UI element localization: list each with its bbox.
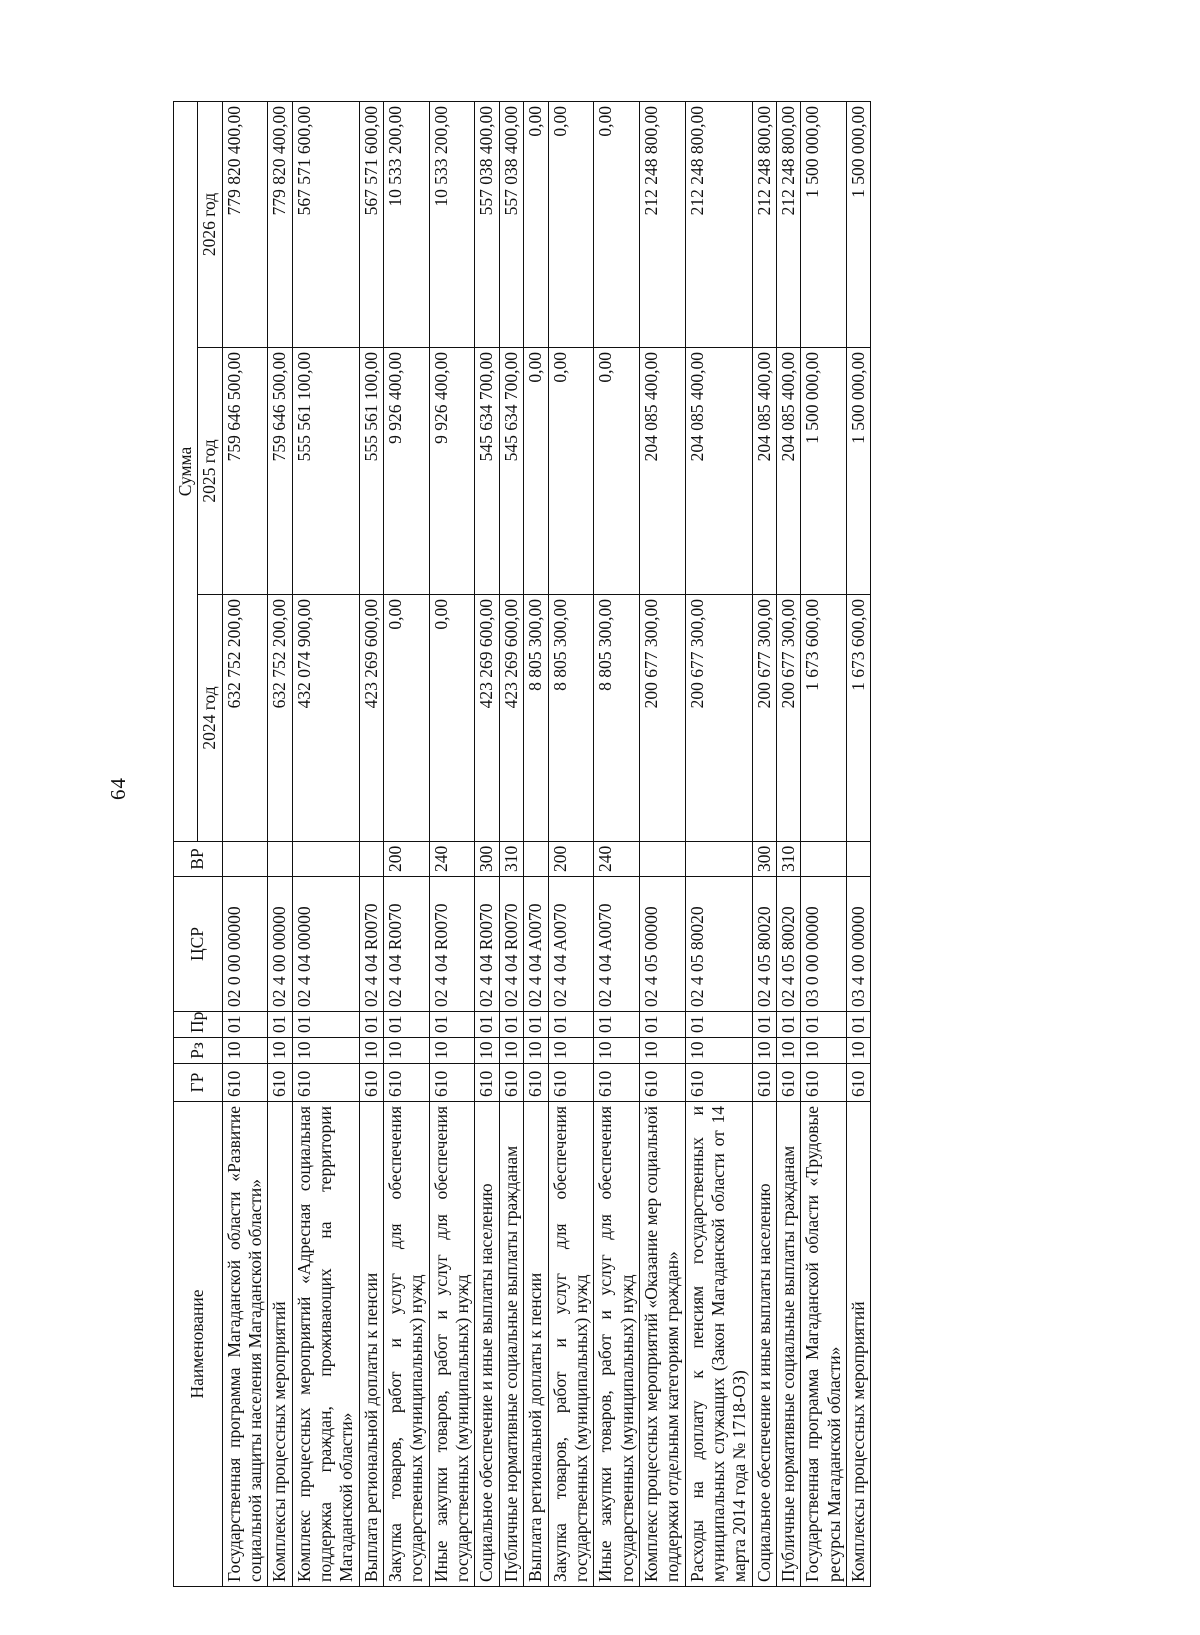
cell-gr: 610 [384, 1064, 430, 1102]
cell-csr: 02 4 05 80020 [776, 877, 800, 1012]
cell-2025: 1 500 000,00 [846, 348, 870, 595]
cell-2026: 0,00 [548, 101, 594, 347]
cell-2026: 779 820 400,00 [222, 101, 268, 347]
cell-pr: 01 [801, 1012, 847, 1038]
cell-csr: 02 0 00 00000 [222, 877, 268, 1012]
cell-2026: 212 248 800,00 [639, 101, 685, 347]
cell-gr: 610 [752, 1064, 776, 1102]
cell-gr: 610 [548, 1064, 594, 1102]
cell-csr: 02 4 04 R0070 [499, 877, 523, 1012]
cell-pr: 01 [475, 1012, 499, 1038]
cell-2026: 0,00 [594, 101, 640, 347]
table-row [292, 101, 359, 1586]
cell-gr: 610 [359, 1064, 383, 1102]
table-body [222, 101, 871, 1586]
table-row [475, 101, 499, 1586]
cell-gr: 610 [685, 1064, 752, 1102]
table-row [268, 101, 292, 1586]
cell-csr: 02 4 05 80020 [685, 877, 752, 1012]
cell-rz: 10 [499, 1038, 523, 1064]
cell-2026: 10 533 200,00 [384, 101, 430, 347]
table-row [639, 101, 685, 1586]
cell-2024: 423 269 600,00 [499, 595, 523, 842]
cell-rz: 10 [801, 1038, 847, 1064]
cell-2025: 555 561 100,00 [292, 348, 359, 595]
table-row [499, 101, 523, 1586]
cell-gr: 610 [268, 1064, 292, 1102]
cell-2026: 557 038 400,00 [499, 101, 523, 347]
cell-2025: 9 926 400,00 [429, 348, 475, 595]
cell-2025: 204 085 400,00 [752, 348, 776, 595]
cell-pr: 01 [222, 1012, 268, 1038]
cell-name: Расходы на доплату к пенсиям государственных и муниципальных служащих (Закон Магаданской области от 14 марта 2014 года № 1718-ОЗ) [685, 1102, 752, 1587]
cell-gr: 610 [594, 1064, 640, 1102]
cell-gr: 610 [222, 1064, 268, 1102]
cell-csr: 02 4 05 80020 [752, 877, 776, 1012]
cell-gr: 610 [499, 1064, 523, 1102]
cell-name: Иные закупки товаров, работ и услуг для обеспечения государственных (муниципальных) нужд [429, 1102, 475, 1587]
header-sum: Сумма [174, 101, 198, 841]
table-row [594, 101, 640, 1586]
cell-2025: 0,00 [594, 348, 640, 595]
cell-rz: 10 [776, 1038, 800, 1064]
cell-vr: 200 [548, 842, 594, 877]
cell-2025: 9 926 400,00 [384, 348, 430, 595]
table-row [685, 101, 752, 1586]
table-row [524, 101, 548, 1586]
cell-name: Социальное обеспечение и иные выплаты населению [752, 1102, 776, 1587]
cell-vr [801, 842, 847, 877]
cell-gr: 610 [639, 1064, 685, 1102]
cell-rz: 10 [752, 1038, 776, 1064]
cell-2026: 1 500 000,00 [801, 101, 847, 347]
header-vr: ВР [174, 842, 223, 877]
cell-2026: 212 248 800,00 [776, 101, 800, 347]
cell-2025: 0,00 [548, 348, 594, 595]
cell-name: Государственная программа Магаданской области «Трудовые ресурсы Магаданской области» [801, 1102, 847, 1587]
cell-2024: 1 673 600,00 [801, 595, 847, 842]
cell-csr: 02 4 04 R0070 [384, 877, 430, 1012]
cell-vr: 200 [384, 842, 430, 877]
cell-rz: 10 [846, 1038, 870, 1064]
cell-name: Социальное обеспечение и иные выплаты населению [475, 1102, 499, 1587]
table-row [222, 101, 268, 1586]
cell-rz: 10 [222, 1038, 268, 1064]
cell-vr: 310 [499, 842, 523, 877]
cell-2025: 1 500 000,00 [801, 348, 847, 595]
cell-pr: 01 [499, 1012, 523, 1038]
cell-gr: 610 [801, 1064, 847, 1102]
cell-2024: 423 269 600,00 [359, 595, 383, 842]
page-number: 64 [106, 777, 130, 800]
cell-pr: 01 [685, 1012, 752, 1038]
cell-2024: 200 677 300,00 [685, 595, 752, 842]
cell-vr [268, 842, 292, 877]
cell-rz: 10 [594, 1038, 640, 1064]
cell-2024: 632 752 200,00 [222, 595, 268, 842]
cell-rz: 10 [685, 1038, 752, 1064]
cell-2024: 423 269 600,00 [475, 595, 499, 842]
cell-pr: 01 [384, 1012, 430, 1038]
cell-gr: 610 [429, 1064, 475, 1102]
table-row [776, 101, 800, 1586]
cell-pr: 01 [524, 1012, 548, 1038]
cell-gr: 610 [524, 1064, 548, 1102]
cell-name: Комплексы процессных мероприятий [268, 1102, 292, 1587]
cell-vr: 300 [752, 842, 776, 877]
cell-2026: 212 248 800,00 [685, 101, 752, 347]
cell-rz: 10 [268, 1038, 292, 1064]
header-name: Наименование [174, 1102, 223, 1587]
cell-name: Закупка товаров, работ и услуг для обеспечения государственных (муниципальных) нужд [384, 1102, 430, 1587]
cell-2025: 545 634 700,00 [475, 348, 499, 595]
cell-rz: 10 [384, 1038, 430, 1064]
cell-rz: 10 [359, 1038, 383, 1064]
table-row [801, 101, 847, 1586]
cell-gr: 610 [292, 1064, 359, 1102]
table-row [846, 101, 870, 1586]
header-pr: Пр [174, 1012, 223, 1038]
cell-rz: 10 [475, 1038, 499, 1064]
cell-pr: 01 [292, 1012, 359, 1038]
cell-2025: 204 085 400,00 [685, 348, 752, 595]
cell-name: Выплата региональной доплаты к пенсии [359, 1102, 383, 1587]
cell-2024: 632 752 200,00 [268, 595, 292, 842]
cell-csr: 02 4 04 A0070 [594, 877, 640, 1012]
cell-csr: 02 4 04 R0070 [429, 877, 475, 1012]
header-2024: 2024 год [198, 595, 222, 842]
cell-2024: 432 074 900,00 [292, 595, 359, 842]
cell-2025: 0,00 [524, 348, 548, 595]
cell-vr: 300 [475, 842, 499, 877]
cell-name: Иные закупки товаров, работ и услуг для обеспечения государственных (муниципальных) нужд [594, 1102, 640, 1587]
cell-csr: 02 4 00 00000 [268, 877, 292, 1012]
cell-pr: 01 [548, 1012, 594, 1038]
cell-2024: 200 677 300,00 [752, 595, 776, 842]
cell-vr [292, 842, 359, 877]
cell-2026: 1 500 000,00 [846, 101, 870, 347]
header-2025: 2025 год [198, 348, 222, 595]
header-row-1 [174, 101, 198, 1586]
cell-csr: 02 4 04 R0070 [359, 877, 383, 1012]
header-rz: Рз [174, 1038, 223, 1064]
cell-csr: 02 4 04 A0070 [524, 877, 548, 1012]
cell-2024: 200 677 300,00 [639, 595, 685, 842]
cell-2024: 200 677 300,00 [776, 595, 800, 842]
cell-csr: 02 4 05 00000 [639, 877, 685, 1012]
cell-name: Комплекс процессных мероприятий «Адресная социальная поддержка граждан, проживающих на территории Магаданской области» [292, 1102, 359, 1587]
cell-csr: 02 4 04 00000 [292, 877, 359, 1012]
cell-gr: 610 [776, 1064, 800, 1102]
cell-name: Выплата региональной доплаты к пенсии [524, 1102, 548, 1587]
cell-2026: 567 571 600,00 [359, 101, 383, 347]
cell-2025: 759 646 500,00 [222, 348, 268, 595]
cell-pr: 01 [268, 1012, 292, 1038]
cell-rz: 10 [524, 1038, 548, 1064]
cell-pr: 01 [429, 1012, 475, 1038]
cell-2024: 0,00 [384, 595, 430, 842]
cell-rz: 10 [429, 1038, 475, 1064]
cell-vr [359, 842, 383, 877]
cell-vr: 240 [594, 842, 640, 877]
cell-csr: 02 4 04 A0070 [548, 877, 594, 1012]
cell-2024: 0,00 [429, 595, 475, 842]
cell-2026: 10 533 200,00 [429, 101, 475, 347]
table-row [429, 101, 475, 1586]
cell-pr: 01 [846, 1012, 870, 1038]
cell-2024: 8 805 300,00 [548, 595, 594, 842]
cell-vr: 310 [776, 842, 800, 877]
cell-2024: 8 805 300,00 [524, 595, 548, 842]
cell-pr: 01 [752, 1012, 776, 1038]
cell-vr: 240 [429, 842, 475, 877]
cell-csr: 03 4 00 00000 [846, 877, 870, 1012]
cell-rz: 10 [292, 1038, 359, 1064]
cell-pr: 01 [594, 1012, 640, 1038]
budget-table [173, 101, 871, 1587]
cell-name: Публичные нормативные социальные выплаты гражданам [499, 1102, 523, 1587]
cell-2026: 0,00 [524, 101, 548, 347]
cell-2025: 555 561 100,00 [359, 348, 383, 595]
cell-2026: 567 571 600,00 [292, 101, 359, 347]
cell-2025: 204 085 400,00 [776, 348, 800, 595]
cell-pr: 01 [359, 1012, 383, 1038]
cell-rz: 10 [639, 1038, 685, 1064]
cell-vr [524, 842, 548, 877]
cell-2025: 204 085 400,00 [639, 348, 685, 595]
table-row [359, 101, 383, 1586]
cell-vr [685, 842, 752, 877]
cell-vr [222, 842, 268, 877]
cell-2025: 545 634 700,00 [499, 348, 523, 595]
cell-pr: 01 [639, 1012, 685, 1038]
cell-2024: 8 805 300,00 [594, 595, 640, 842]
header-gr: ГР [174, 1064, 223, 1102]
cell-csr: 02 4 04 R0070 [475, 877, 499, 1012]
cell-2026: 212 248 800,00 [752, 101, 776, 347]
cell-pr: 01 [776, 1012, 800, 1038]
table-row [752, 101, 776, 1586]
cell-gr: 610 [846, 1064, 870, 1102]
rotated-page-content [173, 102, 1063, 1587]
cell-2024: 1 673 600,00 [846, 595, 870, 842]
cell-name: Государственная программа Магаданской области «Развитие социальной защиты населения Магаданской области» [222, 1102, 268, 1587]
cell-rz: 10 [548, 1038, 594, 1064]
table-row [384, 101, 430, 1586]
cell-name: Публичные нормативные социальные выплаты гражданам [776, 1102, 800, 1587]
cell-2026: 779 820 400,00 [268, 101, 292, 347]
cell-vr [846, 842, 870, 877]
header-2026: 2026 год [198, 101, 222, 347]
cell-csr: 03 0 00 00000 [801, 877, 847, 1012]
cell-gr: 610 [475, 1064, 499, 1102]
cell-name: Комплексы процессных мероприятий [846, 1102, 870, 1587]
cell-2025: 759 646 500,00 [268, 348, 292, 595]
cell-2026: 557 038 400,00 [475, 101, 499, 347]
table-row [548, 101, 594, 1586]
cell-vr [639, 842, 685, 877]
header-csr: ЦСР [174, 877, 223, 1012]
cell-name: Комплекс процессных мероприятий «Оказание мер социальной поддержки отдельным категориям граждан» [639, 1102, 685, 1587]
cell-name: Закупка товаров, работ и услуг для обеспечения государственных (муниципальных) нужд [548, 1102, 594, 1587]
